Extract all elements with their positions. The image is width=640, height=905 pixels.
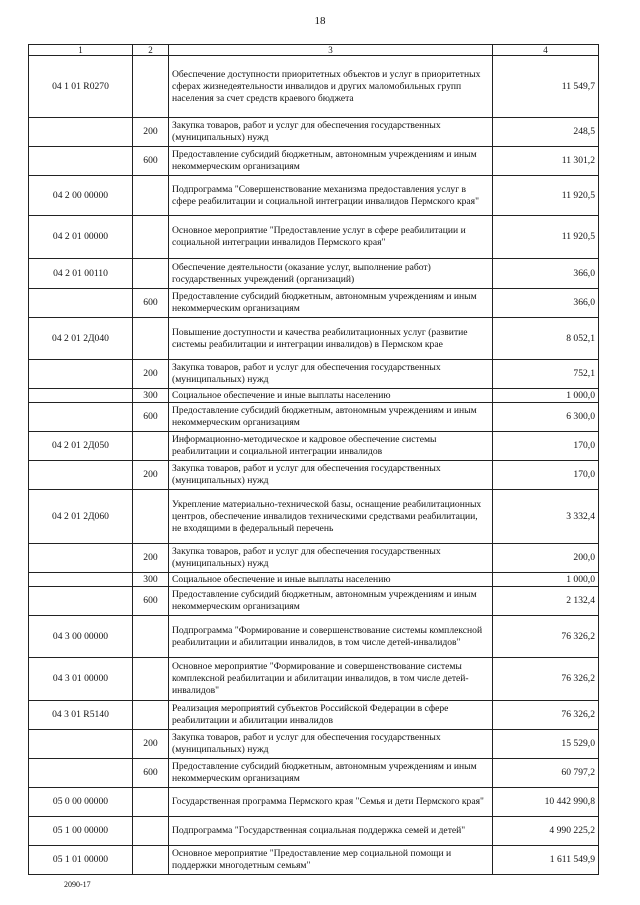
expense-type-cell (133, 432, 169, 461)
amount-cell: 76 326,2 (493, 616, 599, 658)
code-cell: 04 2 01 00110 (29, 259, 133, 289)
code-cell (29, 544, 133, 573)
code-cell: 04 2 01 2Д040 (29, 318, 133, 360)
amount-cell: 10 442 990,8 (493, 788, 599, 817)
table-row (29, 118, 599, 147)
expense-type-cell (133, 318, 169, 360)
amount-cell: 1 611 549,9 (493, 846, 599, 875)
table-row (29, 788, 599, 817)
table-row (29, 544, 599, 573)
table-row (29, 259, 599, 289)
document-code: 2090-17 (64, 880, 91, 889)
table-row (29, 817, 599, 846)
expense-type-cell: 600 (133, 147, 169, 176)
expense-type-cell (133, 701, 169, 730)
expense-type-cell: 200 (133, 461, 169, 490)
expense-type-cell: 200 (133, 544, 169, 573)
code-cell: 04 3 01 00000 (29, 658, 133, 701)
description-cell: Подпрограмма "Государственная социальная поддержка семей и детей" (169, 817, 493, 846)
expense-type-cell (133, 56, 169, 118)
expense-type-cell: 600 (133, 403, 169, 432)
code-cell: 04 2 01 2Д050 (29, 432, 133, 461)
description-cell: Информационно-методическое и кадровое обеспечение системы реабилитации и социальной интеграции инвалидов (169, 432, 493, 461)
expense-type-cell (133, 176, 169, 216)
expense-type-cell: 300 (133, 389, 169, 403)
expense-type-cell: 200 (133, 118, 169, 147)
expense-type-cell (133, 616, 169, 658)
amount-cell: 366,0 (493, 289, 599, 318)
code-cell (29, 730, 133, 759)
table-row (29, 730, 599, 759)
table-row (29, 403, 599, 432)
expense-type-cell (133, 817, 169, 846)
description-cell: Социальное обеспечение и иные выплаты населению (169, 389, 493, 403)
description-cell: Предоставление субсидий бюджетным, автономным учреждениям и иным некоммерческим организациям (169, 289, 493, 318)
amount-cell: 170,0 (493, 461, 599, 490)
code-cell (29, 360, 133, 389)
table-row (29, 490, 599, 544)
description-cell: Повышение доступности и качества реабилитационных услуг (развитие системы реабилитации и интеграции инвалидов) в Пермском крае (169, 318, 493, 360)
table-row (29, 587, 599, 616)
code-cell (29, 289, 133, 318)
description-cell: Основное мероприятие "Предоставление услуг в сфере реабилитации и социальной интеграции инвалидов Пермского края" (169, 216, 493, 259)
table-row (29, 701, 599, 730)
table-row (29, 289, 599, 318)
table-row (29, 461, 599, 490)
table-row (29, 432, 599, 461)
table-row (29, 616, 599, 658)
amount-cell: 1 000,0 (493, 389, 599, 403)
header-cell-2: 2 (133, 45, 169, 56)
expense-type-cell (133, 259, 169, 289)
description-cell: Основное мероприятие "Предоставление мер социальной помощи и поддержки многодетным семьям" (169, 846, 493, 875)
code-cell (29, 147, 133, 176)
amount-cell: 11 920,5 (493, 176, 599, 216)
amount-cell: 752,1 (493, 360, 599, 389)
code-cell (29, 573, 133, 587)
table-row (29, 573, 599, 587)
description-cell: Подпрограмма "Совершенствование механизма предоставления услуг в сфере реабилитации и социальной интеграции инвалидов Пермского края" (169, 176, 493, 216)
amount-cell: 4 990 225,2 (493, 817, 599, 846)
code-cell: 05 1 01 00000 (29, 846, 133, 875)
code-cell (29, 461, 133, 490)
budget-table (28, 44, 599, 875)
description-cell: Обеспечение доступности приоритетных объектов и услуг в приоритетных сферах жизнедеятельности инвалидов и других маломобильных групп населения за счет средств краевого бюджета (169, 56, 493, 118)
table-row (29, 318, 599, 360)
description-cell: Предоставление субсидий бюджетным, автономным учреждениям и иным некоммерческим организациям (169, 147, 493, 176)
page-number: 18 (314, 15, 326, 27)
code-cell: 05 0 00 00000 (29, 788, 133, 817)
expense-type-cell: 600 (133, 289, 169, 318)
amount-cell: 11 920,5 (493, 216, 599, 259)
table-row (29, 147, 599, 176)
description-cell: Укрепление материально-технической базы, оснащение реабилитационных центров, обеспечение инвалидов техническими средствами реабилитации, не входящими в федеральный перечень (169, 490, 493, 544)
table-row (29, 658, 599, 701)
header-cell-4: 4 (493, 45, 599, 56)
description-cell: Обеспечение деятельности (оказание услуг, выполнение работ) государственных учреждений (организаций) (169, 259, 493, 289)
amount-cell: 6 300,0 (493, 403, 599, 432)
description-cell: Основное мероприятие "Формирование и совершенствование системы комплексной реабилитации и абилитации инвалидов, в том числе детей-инвалидов" (169, 658, 493, 701)
amount-cell: 76 326,2 (493, 658, 599, 701)
description-cell: Подпрограмма "Формирование и совершенствование системы комплексной реабилитации и абилитации инвалидов, в том числе детей-инвалидов" (169, 616, 493, 658)
expense-type-cell (133, 846, 169, 875)
description-cell: Предоставление субсидий бюджетным, автономным учреждениям и иным некоммерческим организациям (169, 587, 493, 616)
table-row (29, 846, 599, 875)
expense-type-cell: 600 (133, 587, 169, 616)
code-cell: 04 2 00 00000 (29, 176, 133, 216)
code-cell (29, 587, 133, 616)
amount-cell: 60 797,2 (493, 759, 599, 788)
amount-cell: 15 529,0 (493, 730, 599, 759)
description-cell: Социальное обеспечение и иные выплаты населению (169, 573, 493, 587)
code-cell (29, 759, 133, 788)
description-cell: Реализация мероприятий субъектов Российской Федерации в сфере реабилитации и абилитации инвалидов (169, 701, 493, 730)
description-cell: Предоставление субсидий бюджетным, автономным учреждениям и иным некоммерческим организациям (169, 759, 493, 788)
table-row (29, 216, 599, 259)
amount-cell: 76 326,2 (493, 701, 599, 730)
code-cell (29, 389, 133, 403)
table-row (29, 389, 599, 403)
header-row (29, 45, 599, 56)
amount-cell: 200,0 (493, 544, 599, 573)
table-row (29, 176, 599, 216)
table-row (29, 759, 599, 788)
description-cell: Закупка товаров, работ и услуг для обеспечения государственных (муниципальных) нужд (169, 118, 493, 147)
amount-cell: 11 301,2 (493, 147, 599, 176)
description-cell: Закупка товаров, работ и услуг для обеспечения государственных (муниципальных) нужд (169, 461, 493, 490)
code-cell: 04 2 01 00000 (29, 216, 133, 259)
description-cell: Закупка товаров, работ и услуг для обеспечения государственных (муниципальных) нужд (169, 544, 493, 573)
description-cell: Государственная программа Пермского края "Семья и дети Пермского края" (169, 788, 493, 817)
header-cell-1: 1 (29, 45, 133, 56)
description-cell: Предоставление субсидий бюджетным, автономным учреждениям и иным некоммерческим организациям (169, 403, 493, 432)
expense-type-cell: 200 (133, 360, 169, 389)
amount-cell: 8 052,1 (493, 318, 599, 360)
amount-cell: 248,5 (493, 118, 599, 147)
expense-type-cell (133, 490, 169, 544)
amount-cell: 2 132,4 (493, 587, 599, 616)
amount-cell: 366,0 (493, 259, 599, 289)
table-row (29, 360, 599, 389)
expense-type-cell: 200 (133, 730, 169, 759)
description-cell: Закупка товаров, работ и услуг для обеспечения государственных (муниципальных) нужд (169, 730, 493, 759)
expense-type-cell: 600 (133, 759, 169, 788)
code-cell: 04 2 01 2Д060 (29, 490, 133, 544)
code-cell (29, 403, 133, 432)
code-cell: 05 1 00 00000 (29, 817, 133, 846)
header-cell-3: 3 (169, 45, 493, 56)
amount-cell: 1 000,0 (493, 573, 599, 587)
amount-cell: 3 332,4 (493, 490, 599, 544)
expense-type-cell (133, 788, 169, 817)
amount-cell: 11 549,7 (493, 56, 599, 118)
code-cell (29, 118, 133, 147)
description-cell: Закупка товаров, работ и услуг для обеспечения государственных (муниципальных) нужд (169, 360, 493, 389)
expense-type-cell (133, 658, 169, 701)
code-cell: 04 3 01 R5140 (29, 701, 133, 730)
expense-type-cell (133, 216, 169, 259)
code-cell: 04 3 00 00000 (29, 616, 133, 658)
table-row (29, 56, 599, 118)
amount-cell: 170,0 (493, 432, 599, 461)
code-cell: 04 1 01 R0270 (29, 56, 133, 118)
expense-type-cell: 300 (133, 573, 169, 587)
